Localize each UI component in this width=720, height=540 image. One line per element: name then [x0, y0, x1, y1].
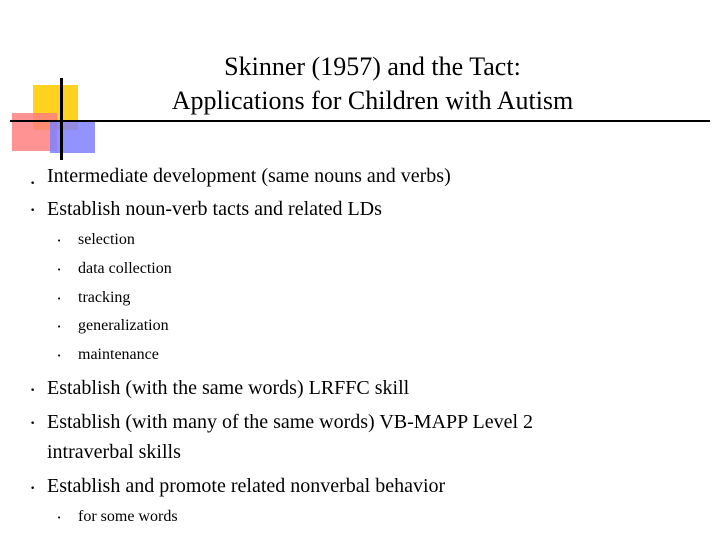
sub-bullet-icon: • [57, 295, 62, 303]
bullet-icon: • [30, 419, 36, 429]
sub-bullet-icon: • [57, 514, 62, 522]
sub-bullet-item: maintenance [78, 346, 159, 363]
bullet-item: Intermediate development (same nouns and verbs) [47, 165, 451, 187]
bullet-item: Establish noun-verb tacts and related LDs [47, 198, 382, 220]
sub-bullet-item: data collection [78, 260, 172, 277]
bullet-item: Establish and promote related nonverbal behavior [47, 475, 446, 497]
sub-bullet-item: selection [78, 231, 135, 248]
sub-bullet-item: tracking [78, 289, 131, 306]
slide-title-line-1: Skinner (1957) and the Tact: [224, 52, 521, 81]
bullet-icon: • [30, 386, 36, 396]
sub-bullet-icon: • [57, 266, 62, 274]
bullet-icon: • [30, 484, 36, 494]
sub-bullet-icon: • [57, 352, 62, 360]
bullet-item-line-1: Establish (with many of the same words) VB-MAPP Level 2 [47, 411, 534, 433]
bullet-icon: • [30, 206, 36, 216]
bullet-item: Establish (with the same words) LRFFC skill [47, 377, 410, 399]
sub-bullet-icon: • [57, 237, 62, 245]
bullet-icon: • [30, 179, 36, 189]
sub-bullet-icon: • [57, 323, 62, 331]
sub-bullet-item: for some words [78, 508, 178, 525]
bullet-item-line-2: intraverbal skills [47, 441, 181, 463]
sub-bullet-item: generalization [78, 317, 169, 334]
slide-title-line-2: Applications for Children with Autism [171, 86, 574, 115]
